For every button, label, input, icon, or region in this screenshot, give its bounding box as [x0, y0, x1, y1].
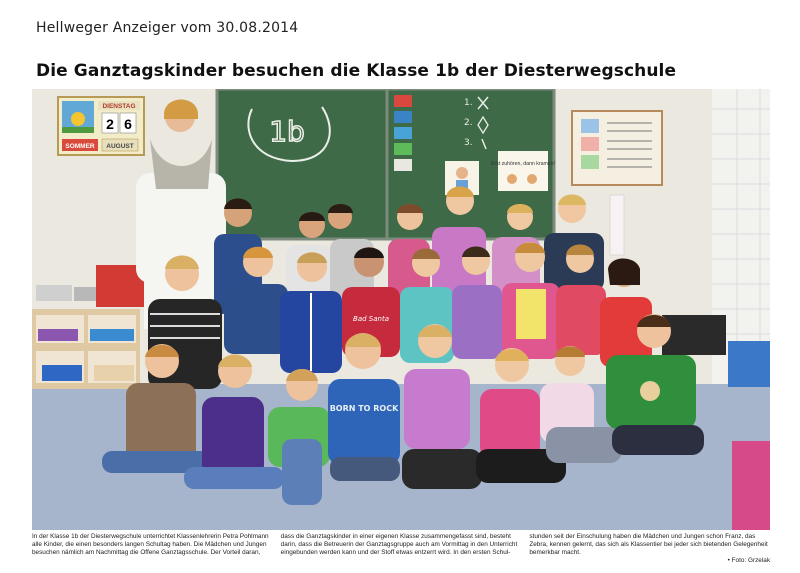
- board-number-2: 2.: [464, 118, 473, 128]
- headline: Die Ganztagskinder besuchen die Klasse 1b der Diesterwegschule: [36, 61, 677, 81]
- photo-credit: • Foto: Grzelak: [727, 557, 771, 565]
- board-number-3: 3.: [464, 138, 473, 148]
- calendar-digit-2: 6: [124, 116, 132, 132]
- wall-calendar: [58, 97, 144, 155]
- board-class-label: 1b: [269, 115, 305, 148]
- calendar-season: SOMMER: [65, 143, 95, 150]
- calendar-digit-1: 2: [106, 116, 114, 132]
- caption-column-3-text: stunden seit der Einschulung haben die Mädchen und Jungen schon Franz, das Zebra, kennen gelernt, das sich als Klassentier bei jeder sich bietenden Gelegenheit bemerkbar macht.: [529, 533, 768, 557]
- calendar-month: AUGUST: [106, 143, 134, 150]
- calendar-day: DIENSTAG: [102, 103, 136, 110]
- storage-bin: [728, 341, 770, 387]
- caption-column-3: [529, 533, 770, 565]
- shirt-text-santa: Bad Santa: [353, 315, 389, 323]
- trash-bin: [662, 315, 726, 355]
- caption-column-2: dass die Ganztagskinder in einer eigenen Klasse zusammengefasst sind, besteht darin, dass die Betreuerin der Ganztagsgruppe auch am Vormittag in den Unterricht eingebunden werden kann und der Stoff etwas entzerrt wird. In den ersten Schul-: [280, 533, 518, 557]
- caption-column-1: In der Klasse 1b der Diesterwegschule unterrichtet Klassenlehrerin Petra Pohlmann alle Kinder, die einen besonders langen Schultag haben. Die Mädchen und Jungen besuchen nämlich am Nachmittag die Offene Ganztagsschule. Der Vorteil daran,: [32, 533, 269, 557]
- chalkboard: [217, 89, 555, 239]
- poster-text: Erst zuhören, dann kramen!: [490, 161, 556, 167]
- photo-caption: [32, 533, 770, 565]
- pink-bag: [732, 441, 770, 530]
- source-line: Hellweger Anzeiger vom 30.08.2014: [36, 20, 299, 36]
- shirt-text-rock: BORN TO ROCK: [329, 404, 399, 413]
- class-photo: [32, 89, 770, 530]
- board-number-1: 1.: [464, 98, 473, 108]
